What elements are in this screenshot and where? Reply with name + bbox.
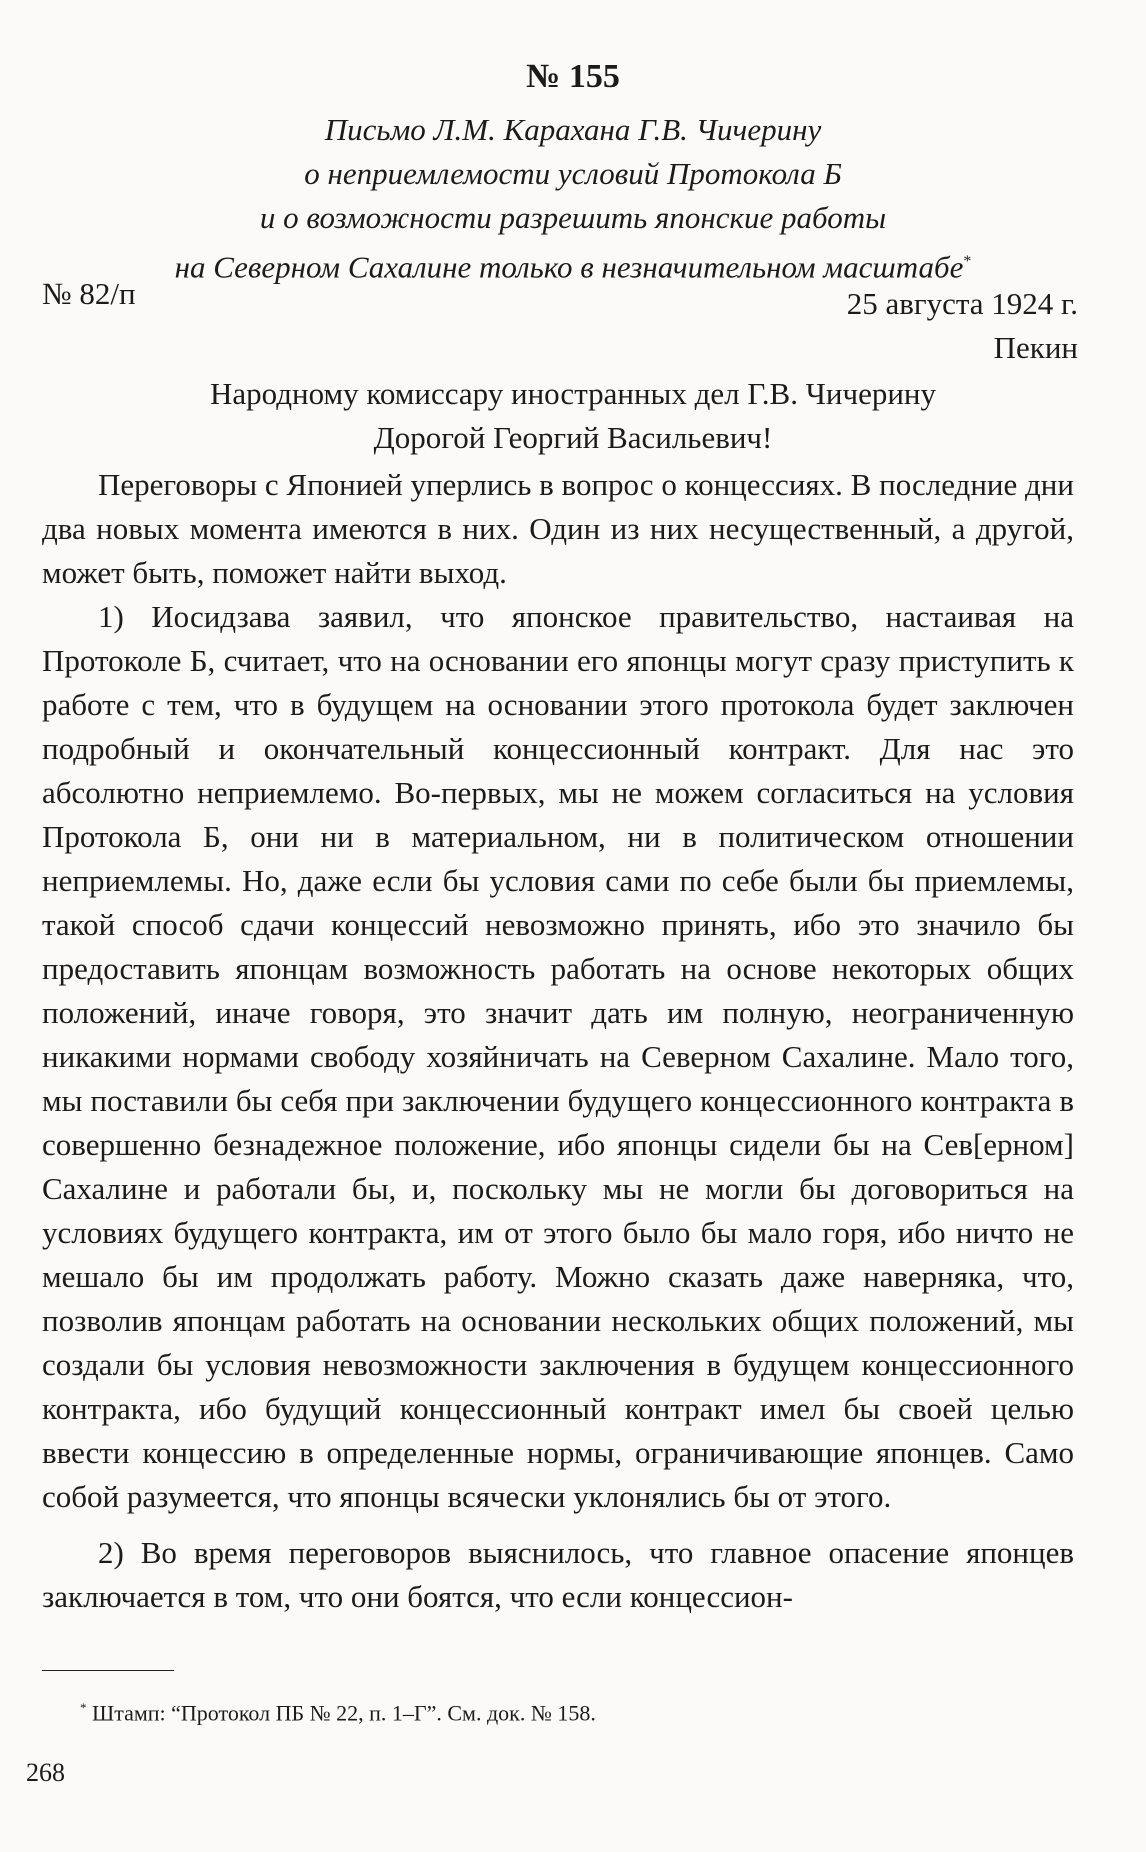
letter-body	[42, 463, 1074, 1619]
title-line: Письмо Л.М. Карахана Г.В. Чичерину	[324, 112, 822, 147]
footnote-divider	[42, 1670, 174, 1671]
title-line: и о возможности разрешить японские работы	[259, 200, 887, 235]
date-place-block	[847, 282, 1078, 370]
registration-number: № 82/п	[42, 276, 136, 311]
paragraph: Переговоры с Японией уперлись в вопрос о концессиях. В последние дни два новых момента имеются в них. Один из них несущественный, а другой, может быть, поможет найти выход.	[42, 467, 1074, 590]
title-line: о неприемлемости условий Протокола Б	[304, 156, 842, 191]
salutation: Дорогой Георгий Васильевич!	[373, 420, 773, 455]
footnote-text: Штамп: “Протокол ПБ № 22, п. 1–Г”. См. док. № 158.	[92, 1700, 596, 1726]
title-line-text: на Северном Сахалине только в незначительном масштабе	[174, 249, 964, 285]
document-number: № 155	[526, 58, 620, 95]
paragraph: 2) Во время переговоров выяснилось, что главное опасение японцев заключается в том, что они боятся, что если концессион-	[42, 1535, 1074, 1614]
addressee: Народному комиссару иностранных дел Г.В. Чичерину	[209, 376, 937, 411]
addressee-block	[0, 372, 1146, 460]
paragraph: 1) Иосидзава заявил, что японское правительство, настаивая на Протоколе Б, считает, что на основании его японцы могут сразу приступить к работе с тем, что в будущем на основании этого протокола будет заключен подробный и окончательный концессионный контракт. Для нас это абсолютно неприемлемо. Во-первых, мы не можем согласиться на условия Протокола Б, они ни в материальном, ни в политическом отношении неприемлемы. Но, даже если бы условия сами по себе были бы приемлемы, такой способ сдачи концессий невозможно принять, ибо это значило бы предоставить японцам возможность работать на основе некоторых общих положений, иначе говоря, это значит дать им полную, неограниченную никакими нормами свободу хозяйничать на Северном Сахалине. Мало того, мы поставили бы себя при заключении будущего концессионного контракта в совершенно безнадежное положение, ибо японцы сидели бы на Сев[ерном] Сахалине и работали бы, и, поскольку мы не могли бы договориться на условиях будущего контракта, им от этого было бы мало горя, ибо ничто не мешало бы им продолжать работу. Можно сказать даже наверняка, что, позволив японцам работать на основании нескольких общих положений, мы создали бы условия невозможности заключения в будущем концессионного контракта, ибо будущий концессионный контракт имел бы своей целью ввести концессию в определенные нормы, ограничивающие японцев. Само собой разумеется, что японцы всячески уклонялись бы от этого.	[42, 599, 1074, 1514]
document-date: 25 августа 1924 г.	[846, 286, 1078, 321]
footnote	[80, 1700, 596, 1726]
page-number: 268	[26, 1758, 65, 1787]
footnote-mark: *	[80, 1700, 87, 1715]
footnote-mark: *	[963, 253, 972, 270]
document-title	[40, 108, 1106, 289]
document-place: Пекин	[993, 330, 1078, 365]
